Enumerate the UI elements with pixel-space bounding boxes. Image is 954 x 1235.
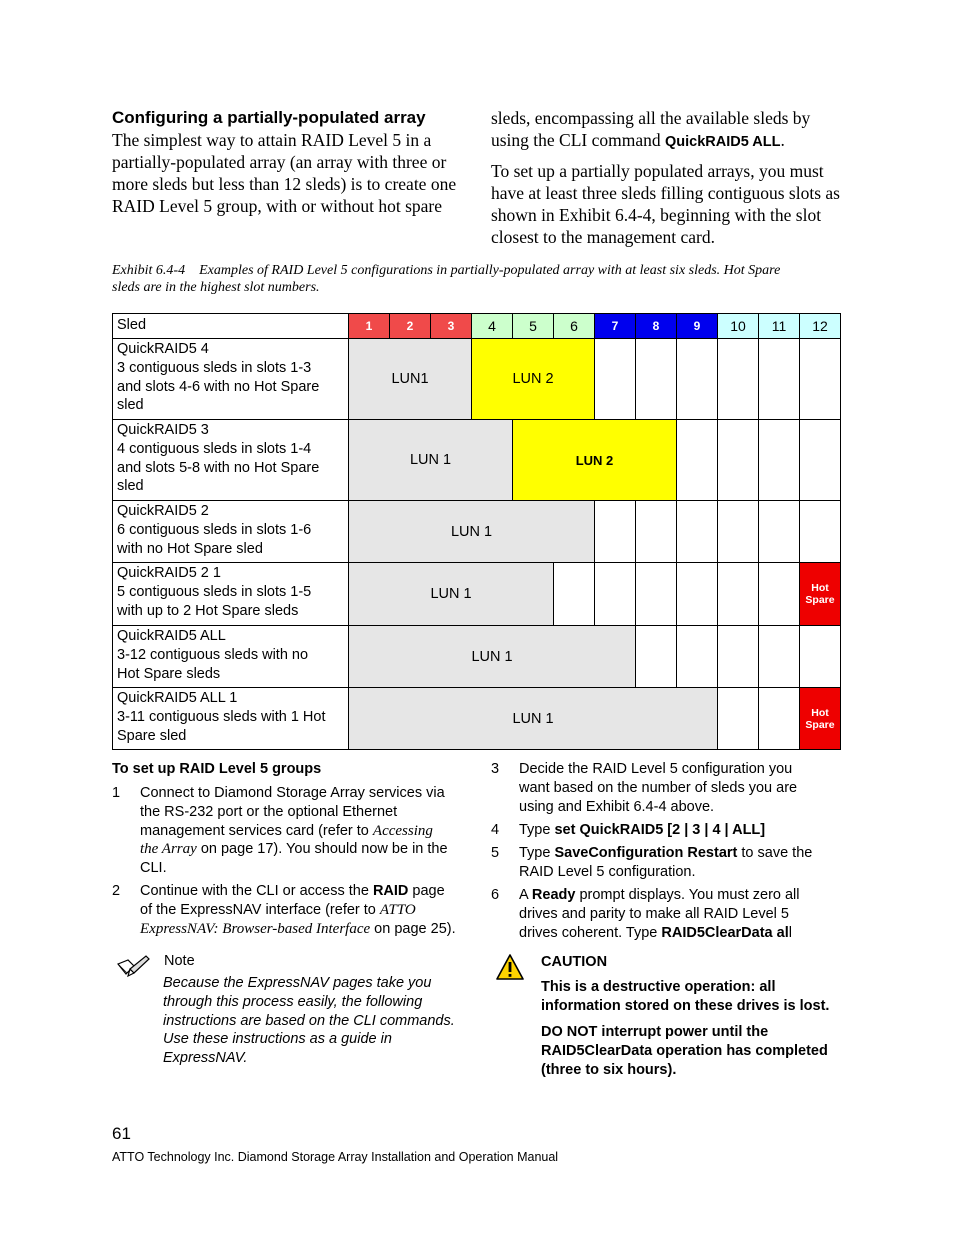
step-6	[491, 886, 841, 946]
empty-slot	[718, 626, 759, 688]
empty-slot	[636, 501, 677, 563]
cross-reference-link[interactable]: ExpressNAV: Browser-based Interface	[140, 920, 371, 937]
page-number: 61	[112, 1124, 131, 1143]
slot-header: 6	[554, 314, 595, 339]
text-fragment: using the CLI command	[491, 130, 666, 150]
cross-reference-link[interactable]: the Array	[140, 841, 197, 858]
exhibit-caption	[112, 263, 780, 296]
step-number: 6	[491, 887, 500, 903]
intro-right-paragraph-1	[491, 107, 810, 153]
empty-slot	[636, 339, 677, 420]
step-text	[519, 844, 812, 882]
text-fragment: to save the	[737, 845, 813, 861]
warning-triangle-icon	[495, 953, 525, 981]
lun-cell: LUN 2	[513, 420, 677, 501]
empty-slot	[718, 339, 759, 420]
text-line: ExpressNAV.	[163, 1050, 248, 1067]
text-fragment: Type	[519, 822, 555, 838]
step-4	[491, 821, 841, 841]
empty-slot	[800, 501, 841, 563]
desc-line: QuickRAID5 ALL	[117, 628, 226, 644]
text-line: CLI.	[140, 860, 167, 877]
step-number: 3	[491, 761, 500, 777]
caution-paragraph-1	[541, 978, 829, 1016]
cli-command: QuickRAID5 ALL	[665, 134, 781, 150]
lun-cell: LUN 1	[349, 626, 636, 688]
desc-line: QuickRAID5 3	[117, 422, 209, 438]
desc-line: 3-12 contiguous sleds with no	[117, 646, 309, 663]
text-fragment: drives coherent. Type	[519, 924, 662, 941]
hot-spare-line: Spare	[805, 718, 835, 731]
desc-line: with no Hot Spare sled	[117, 540, 263, 557]
empty-slot	[800, 420, 841, 501]
hot-spare-line: Hot	[811, 582, 829, 594]
slot-header: 10	[718, 314, 759, 339]
text-line: Connect to Diamond Storage Array services via	[140, 785, 445, 801]
text-line: drives and parity to make all RAID Level 5	[519, 905, 789, 922]
desc-line: and slots 5-8 with no Hot Spare	[117, 459, 320, 476]
text-fragment: management services card (refer to	[140, 822, 373, 839]
row-description	[113, 563, 349, 626]
text-line	[519, 886, 800, 905]
step-number: 1	[112, 785, 121, 801]
desc-line: 6 contiguous sleds in slots 1-6	[117, 521, 312, 538]
row-description	[113, 626, 349, 688]
desc-line: Hot Spare sleds	[117, 665, 221, 682]
text-line: Because the ExpressNAV pages take you	[163, 975, 432, 991]
text-line: Decide the RAID Level 5 configuration you	[519, 761, 793, 777]
text-line: DO NOT interrupt power until the	[541, 1024, 769, 1040]
procedure-title: To set up RAID Level 5 groups	[112, 761, 322, 777]
text-line: using and Exhibit 6.4-4 above.	[519, 798, 715, 815]
text-fragment: on page 17). You should now be in the	[196, 841, 448, 858]
text-line: To set up a partially populated arrays, you must	[491, 161, 824, 181]
text-line: want based on the number of sleds you are	[519, 779, 798, 796]
text-line: RAID Level 5 configuration.	[519, 863, 696, 880]
empty-slot	[759, 626, 800, 688]
desc-line: 5 contiguous sleds in slots 1-5	[117, 583, 312, 600]
sled-header: Sled	[113, 314, 349, 339]
empty-slot	[677, 339, 718, 420]
step-2	[112, 882, 472, 942]
cross-reference-link[interactable]: Accessing	[372, 822, 433, 839]
text-fragment: Type	[519, 845, 555, 861]
desc-line: QuickRAID5 2	[117, 503, 209, 519]
empty-slot	[595, 501, 636, 563]
text-line	[140, 920, 456, 939]
step-number: 2	[112, 883, 121, 899]
row-description	[113, 688, 349, 750]
slot-header: 8	[636, 314, 677, 339]
text-line: This is a destructive operation: all	[541, 979, 776, 995]
note-label: Note	[164, 953, 195, 969]
slot-header: 4	[472, 314, 513, 339]
empty-slot	[718, 688, 759, 750]
desc-line: 3 contiguous sleds in slots 1-3	[117, 359, 312, 376]
footer-text: ATTO Technology Inc. Diamond Storage Array Installation and Operation Manual	[112, 1150, 559, 1164]
intro-right-paragraph-2	[491, 160, 840, 248]
text-line: Use these instructions as a guide in	[163, 1031, 392, 1048]
cli-command: RAID5ClearData al	[661, 924, 789, 941]
desc-line: QuickRAID5 4	[117, 341, 209, 357]
slot-header: 12	[800, 314, 841, 339]
intro-left-paragraph	[112, 129, 456, 217]
text-line: closest to the management card.	[491, 227, 716, 247]
text-line: have at least three sleds filling contiguous slots as	[491, 183, 840, 203]
desc-line: 4 contiguous sleds in slots 1-4	[117, 440, 312, 457]
text-fragment: prompt displays. You must zero all	[575, 887, 800, 903]
section-heading: Configuring a partially-populated array	[112, 108, 426, 127]
empty-slot	[718, 501, 759, 563]
lun-cell: LUN 1	[349, 563, 554, 626]
step-1	[112, 784, 472, 884]
table-header-row	[113, 314, 841, 339]
text-line: RAID5ClearData operation has completed	[541, 1042, 828, 1059]
desc-line: Spare sled	[117, 727, 187, 744]
text-line: The simplest way to attain RAID Level 5 in a	[112, 130, 432, 150]
slot-header: 2	[390, 314, 431, 339]
exhibit-number: Exhibit 6.4-4	[112, 263, 186, 278]
caption-line	[112, 263, 780, 280]
row-description	[113, 339, 349, 420]
text-line: instructions are based on the CLI commands.	[163, 1012, 455, 1029]
text-line: (three to six hours).	[541, 1061, 677, 1078]
text-line: partially-populated array (an array with three or	[112, 152, 447, 172]
slot-header: 9	[677, 314, 718, 339]
text-fragment: on page 25).	[370, 920, 456, 937]
cli-command: SaveConfiguration Restart	[554, 845, 738, 861]
desc-line: with up to 2 Hot Spare sleds	[117, 602, 299, 619]
row-description	[113, 420, 349, 501]
text-fragment: A	[519, 887, 532, 903]
row-description	[113, 501, 349, 563]
text-fragment: page	[408, 883, 445, 899]
text-fragment: .	[780, 130, 785, 150]
empty-slot	[636, 626, 677, 688]
lun-cell: LUN1	[349, 339, 472, 420]
ui-term: Ready	[531, 887, 576, 903]
empty-slot	[759, 563, 800, 626]
empty-slot	[636, 563, 677, 626]
text-line: shown in Exhibit 6.4-4, beginning with the slot	[491, 205, 822, 225]
empty-slot	[800, 339, 841, 420]
text-line	[519, 924, 800, 943]
cross-reference-link[interactable]: ATTO	[379, 901, 416, 918]
caution-paragraph-2	[541, 1023, 828, 1079]
slot-header: 11	[759, 314, 800, 339]
empty-slot	[718, 420, 759, 501]
table-row	[113, 420, 841, 501]
text-line	[491, 129, 810, 153]
note-pencil-icon	[116, 954, 150, 978]
text-fragment: l	[788, 924, 792, 941]
text-line	[140, 840, 448, 859]
text-line: sleds, encompassing all the available sleds by	[491, 108, 811, 128]
hot-spare-cell	[800, 563, 841, 626]
hot-spare-line: Hot	[811, 706, 829, 719]
text-line: through this process easily, the following	[163, 993, 423, 1010]
text-line	[140, 882, 456, 901]
table-row	[113, 626, 841, 688]
hot-spare-line: Spare	[805, 594, 835, 606]
slot-header: 3	[431, 314, 472, 339]
desc-line: QuickRAID5 2 1	[117, 565, 221, 581]
lun-cell: LUN 1	[349, 501, 595, 563]
step-text	[519, 821, 765, 840]
desc-line: sled	[117, 397, 144, 414]
caption-line: sleds are in the highest slot numbers.	[112, 279, 320, 295]
table-row	[113, 501, 841, 563]
lun-cell: LUN 2	[472, 339, 595, 420]
empty-slot	[554, 563, 595, 626]
lun-cell: LUN 1	[349, 688, 718, 750]
empty-slot	[759, 501, 800, 563]
text-line: more sleds but less than 12 sleds) is to create one	[112, 174, 457, 194]
empty-slot	[759, 688, 800, 750]
step-text	[140, 784, 448, 878]
table-row	[113, 563, 841, 626]
slot-header: 5	[513, 314, 554, 339]
cli-command: set QuickRAID5 [2 | 3 | 4 | ALL]	[554, 822, 766, 838]
note-body	[163, 974, 455, 1068]
caution-label: CAUTION	[541, 954, 608, 970]
desc-line: sled	[117, 478, 144, 495]
slot-header: 7	[595, 314, 636, 339]
empty-slot	[677, 626, 718, 688]
hot-spare-cell	[800, 688, 841, 750]
lun-cell: LUN 1	[349, 420, 513, 501]
step-text	[519, 760, 797, 816]
table-row	[113, 688, 841, 750]
desc-line: and slots 4-6 with no Hot Spare	[117, 378, 320, 395]
raid-config-table	[112, 313, 841, 750]
empty-slot	[759, 420, 800, 501]
empty-slot	[677, 563, 718, 626]
text-line: information stored on these drives is lost.	[541, 997, 830, 1014]
step-number: 4	[491, 822, 500, 838]
text-line	[140, 901, 456, 920]
empty-slot	[677, 501, 718, 563]
empty-slot	[677, 420, 718, 501]
step-text	[519, 886, 800, 942]
text-fragment: Continue with the CLI or access the	[140, 883, 373, 899]
empty-slot	[759, 339, 800, 420]
text-line: RAID Level 5 group, with or without hot spare	[112, 196, 443, 216]
slot-header: 1	[349, 314, 390, 339]
step-number: 5	[491, 845, 500, 861]
table-row	[113, 339, 841, 420]
text-line	[519, 844, 812, 863]
empty-slot	[595, 563, 636, 626]
desc-line: 3-11 contiguous sleds with 1 Hot	[117, 708, 326, 725]
text-fragment: of the ExpressNAV interface (refer to	[140, 901, 380, 918]
text-line	[140, 822, 448, 841]
step-text	[140, 882, 456, 938]
empty-slot	[595, 339, 636, 420]
ui-term: RAID	[372, 883, 409, 899]
text-line: the RS-232 port or the optional Ethernet	[140, 803, 398, 820]
step-3	[491, 760, 841, 820]
caption-text: Examples of RAID Level 5 configurations in partially-populated array with at least six sleds. Hot Spare	[199, 263, 781, 278]
desc-line: QuickRAID5 ALL 1	[117, 690, 238, 706]
empty-slot	[718, 563, 759, 626]
step-5	[491, 844, 841, 884]
empty-slot	[800, 626, 841, 688]
